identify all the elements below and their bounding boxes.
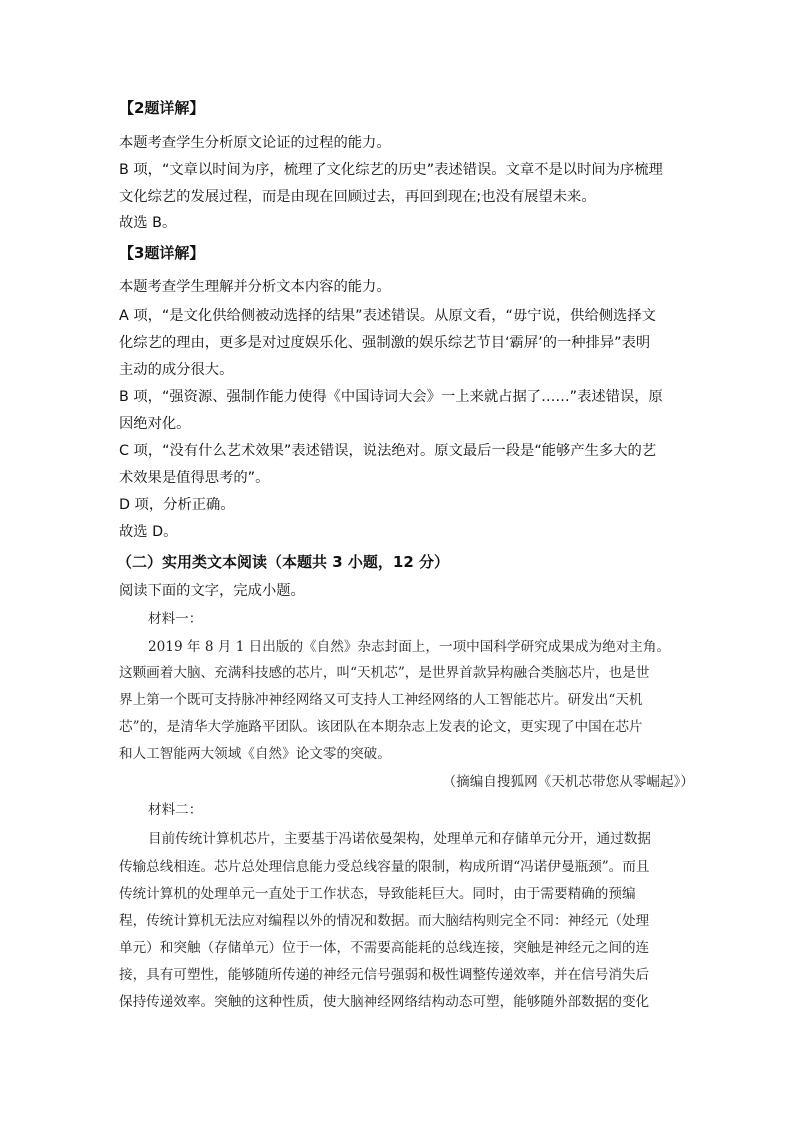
material2-line-5: 单元）和突触（存储单元）位于一体，不需要高能耗的总线连接，突触是神经元之间的连 (119, 940, 650, 956)
q2-header: 【2题详解】 (119, 99, 205, 117)
material1-line-3: 界上第一个既可支持脉冲神经网络又可支持人工神经网络的人工智能芯片。研发出“天机 (119, 692, 643, 708)
material1-source: （摘编自搜狐网《天机芯带您从零崛起》） (442, 774, 694, 790)
material2-line-4: 程，传统计算机无法应对编程以外的情况和数据。而大脑结构则完全不同：神经元（处理 (119, 913, 650, 929)
q3-line-1: 本题考查学生理解并分析文本内容的能力。 (119, 279, 391, 295)
material2-label: 材料二： (148, 802, 203, 818)
material2-line-2: 传输总线相连。芯片总处理信息能力受总线容量的限制，构成所谓“冯诺伊曼瓶颈”。而且 (119, 859, 650, 875)
q3-line-2: A 项，“是文化供给侧被动选择的结果”表述错误。从原文看，“毋宁说，供给侧选择文 (119, 308, 656, 324)
q3-line-10: 故选 D。 (119, 524, 178, 540)
material1-line-1: 2019 年 8 月 1 日出版的《自然》杂志封面上，一项中国科学研究成果成为绝对主角。 (148, 639, 671, 655)
section2-instruction: 阅读下面的文字，完成小题。 (119, 583, 305, 599)
q3-line-3: 化综艺的理由，更多是对过度娱乐化、强制激的娱乐综艺节目‘霸屏’的一种排异”表明 (119, 335, 651, 351)
material2-line-7: 保持传递效率。突触的这种性质，使大脑神经网络结构动态可塑，能够随外部数据的变化 (119, 994, 650, 1010)
q2-line-1: 本题考查学生分析原文论证的过程的能力。 (119, 135, 391, 151)
material2-line-6: 接，具有可塑性，能够随所传递的神经元信号强弱和极性调整传递效率，并在信号消失后 (119, 967, 650, 983)
material1-label: 材料一： (148, 611, 203, 627)
material2-line-3: 传统计算机的处理单元一直处于工作状态，导致能耗巨大。同时，由于需要精确的预编 (119, 886, 636, 902)
material1-line-2: 这颗画着大脑、充满科技感的芯片，叫“天机芯”，是世界首款异构融合类脑芯片，也是世 (119, 665, 650, 681)
q3-line-4: 主动的成分很大。 (119, 362, 234, 378)
q3-line-7: C 项，“没有什么艺术效果”表述错误，说法绝对。原文最后一段是“能够产生多大的艺 (119, 443, 657, 459)
q3-line-8: 术效果是值得思考的”。 (119, 470, 270, 486)
q2-line-3: 文化综艺的发展过程，而是由现在回顾过去，再回到现在;也没有展望未来。 (119, 189, 596, 205)
section2-heading: （二）实用类文本阅读（本题共 3 小题，12 分） (117, 553, 449, 571)
material1-line-4: 芯”的，是清华大学施路平团队。该团队在本期杂志上发表的论文，更实现了中国在芯片 (119, 719, 643, 735)
q3-line-6: 因绝对化。 (119, 416, 191, 432)
material2-line-1: 目前传统计算机芯片，主要基于冯诺依曼架构，处理单元和存储单元分开，通过数据 (148, 831, 651, 847)
q3-line-5: B 项，“强资源、强制作能力使得《中国诗词大会》一上来就占据了……”表述错误，原 (119, 389, 663, 405)
q3-line-9: D 项，分析正确。 (119, 497, 235, 513)
material1-line-5: 和人工智能两大领域《自然》论文零的突破。 (119, 746, 391, 762)
q2-line-2: B 项，“文章以时间为序，梳理了文化综艺的历史”表述错误。文章不是以时间为序梳理 (119, 162, 663, 178)
q3-header: 【3题详解】 (119, 244, 205, 262)
q2-line-4: 故选 B。 (119, 215, 177, 231)
